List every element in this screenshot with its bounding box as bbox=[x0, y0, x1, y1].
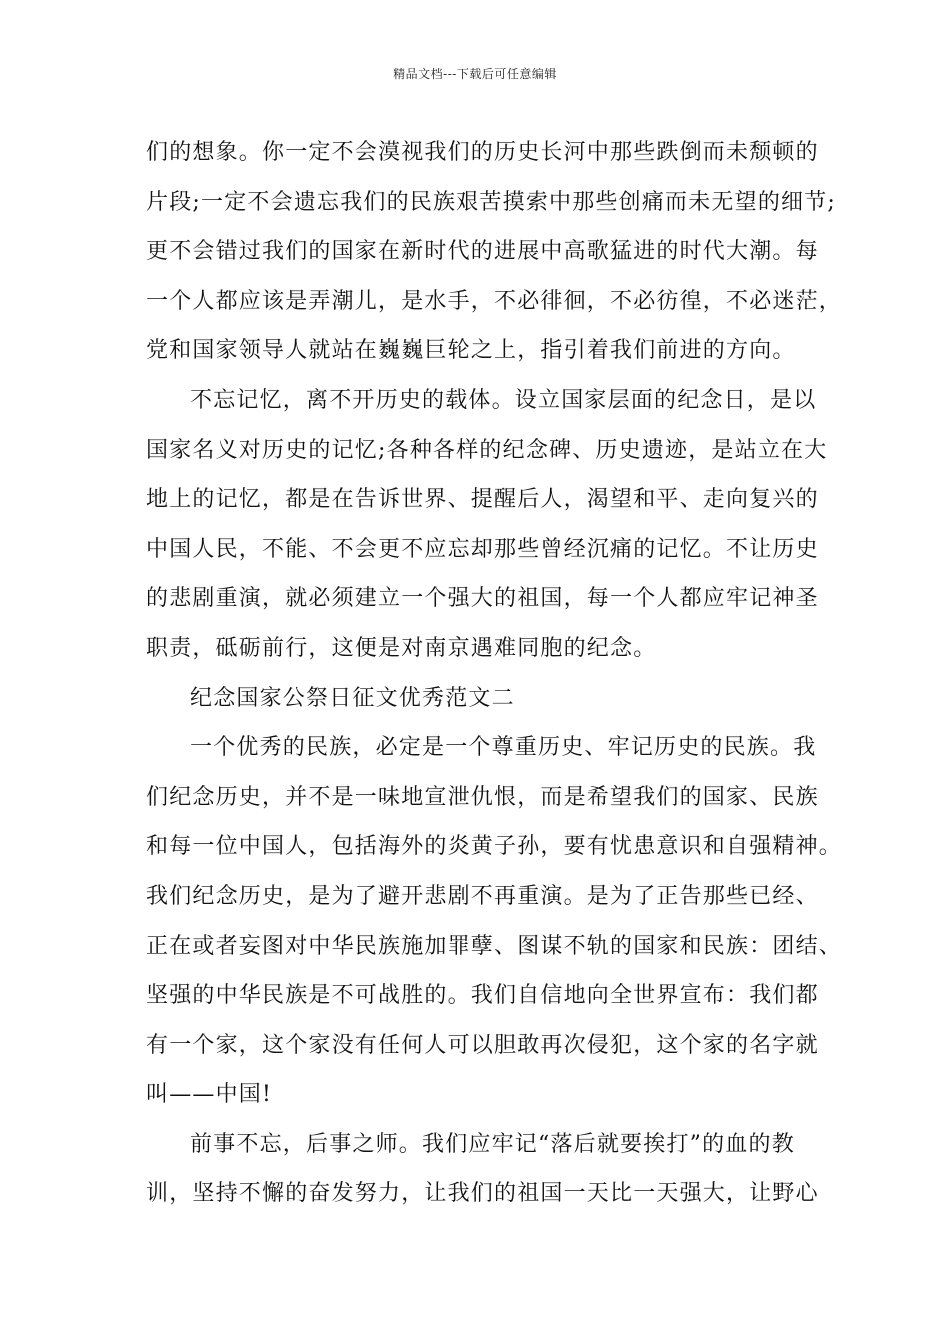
text-line: 我们纪念历史，是为了避开悲剧不再重演。是为了正告那些已经、 bbox=[146, 883, 819, 909]
text-line: 坚强的中华民族是不可战胜的。我们自信地向全世界宣布：我们都 bbox=[146, 983, 819, 1009]
text-line: 国家名义对历史的记忆;各种各样的纪念碑、历史遗迹，是站立在大 bbox=[146, 437, 828, 463]
text-line: 们纪念历史，并不是一味地宣泄仇恨，而是希望我们的国家、民族 bbox=[146, 784, 819, 810]
text-line: 一个人都应该是弄潮儿，是水手，不必徘徊，不必彷徨，不必迷茫， bbox=[146, 288, 843, 314]
text-line: 正在或者妄图对中华民族施加罪孽、图谋不轨的国家和民族：团结、 bbox=[146, 933, 843, 959]
text-line: 和每一位中国人，包括海外的炎黄子孙，要有忧患意识和自强精神。 bbox=[146, 834, 843, 860]
text-line: 的悲剧重演，就必须建立一个强大的祖国，每一个人都应牢记神圣 bbox=[146, 586, 819, 612]
page-header: 精品文档---下载后可任意编辑 bbox=[393, 67, 557, 81]
text-line: 片段;一定不会遗忘我们的民族艰苦摸索中那些创痛而未无望的细节; bbox=[146, 189, 837, 215]
text-line: 党和国家领导人就站在巍巍巨轮之上，指引着我们前进的方向。 bbox=[146, 338, 796, 364]
paragraph-start-line: 一个优秀的民族，必定是一个尊重历史、牢记历史的民族。我 bbox=[190, 735, 817, 761]
text-line: 更不会错过我们的国家在新时代的进展中高歌猛进的时代大潮。每 bbox=[146, 239, 819, 265]
text-line: 们的想象。你一定不会漠视我们的历史长河中那些跌倒而未颓顿的 bbox=[146, 140, 819, 165]
paragraph-start-line: 不忘记忆，离不开历史的载体。设立国家层面的纪念日，是以 bbox=[190, 387, 817, 413]
text-line: 中国人民，不能、不会更不应忘却那些曾经沉痛的记忆。不让历史 bbox=[146, 536, 819, 562]
text-line: 叫——中国! bbox=[146, 1082, 273, 1108]
text-line: 有一个家，这个家没有任何人可以胆敢再次侵犯，这个家的名字就 bbox=[146, 1032, 819, 1058]
text-line: 训，坚持不懈的奋发努力，让我们的祖国一天比一天强大，让野心 bbox=[146, 1181, 819, 1207]
text-line: 地上的记忆，都是在告诉世界、提醒后人，渴望和平、走向复兴的 bbox=[146, 487, 819, 513]
section-heading: 纪念国家公祭日征文优秀范文二 bbox=[190, 685, 515, 711]
document-body bbox=[146, 128, 843, 1219]
paragraph-start-line: 前事不忘，后事之师。我们应牢记“落后就要挨打”的血的教 bbox=[190, 1131, 795, 1157]
text-line: 职责，砥砺前行，这便是对南京遇难同胞的纪念。 bbox=[146, 635, 657, 661]
